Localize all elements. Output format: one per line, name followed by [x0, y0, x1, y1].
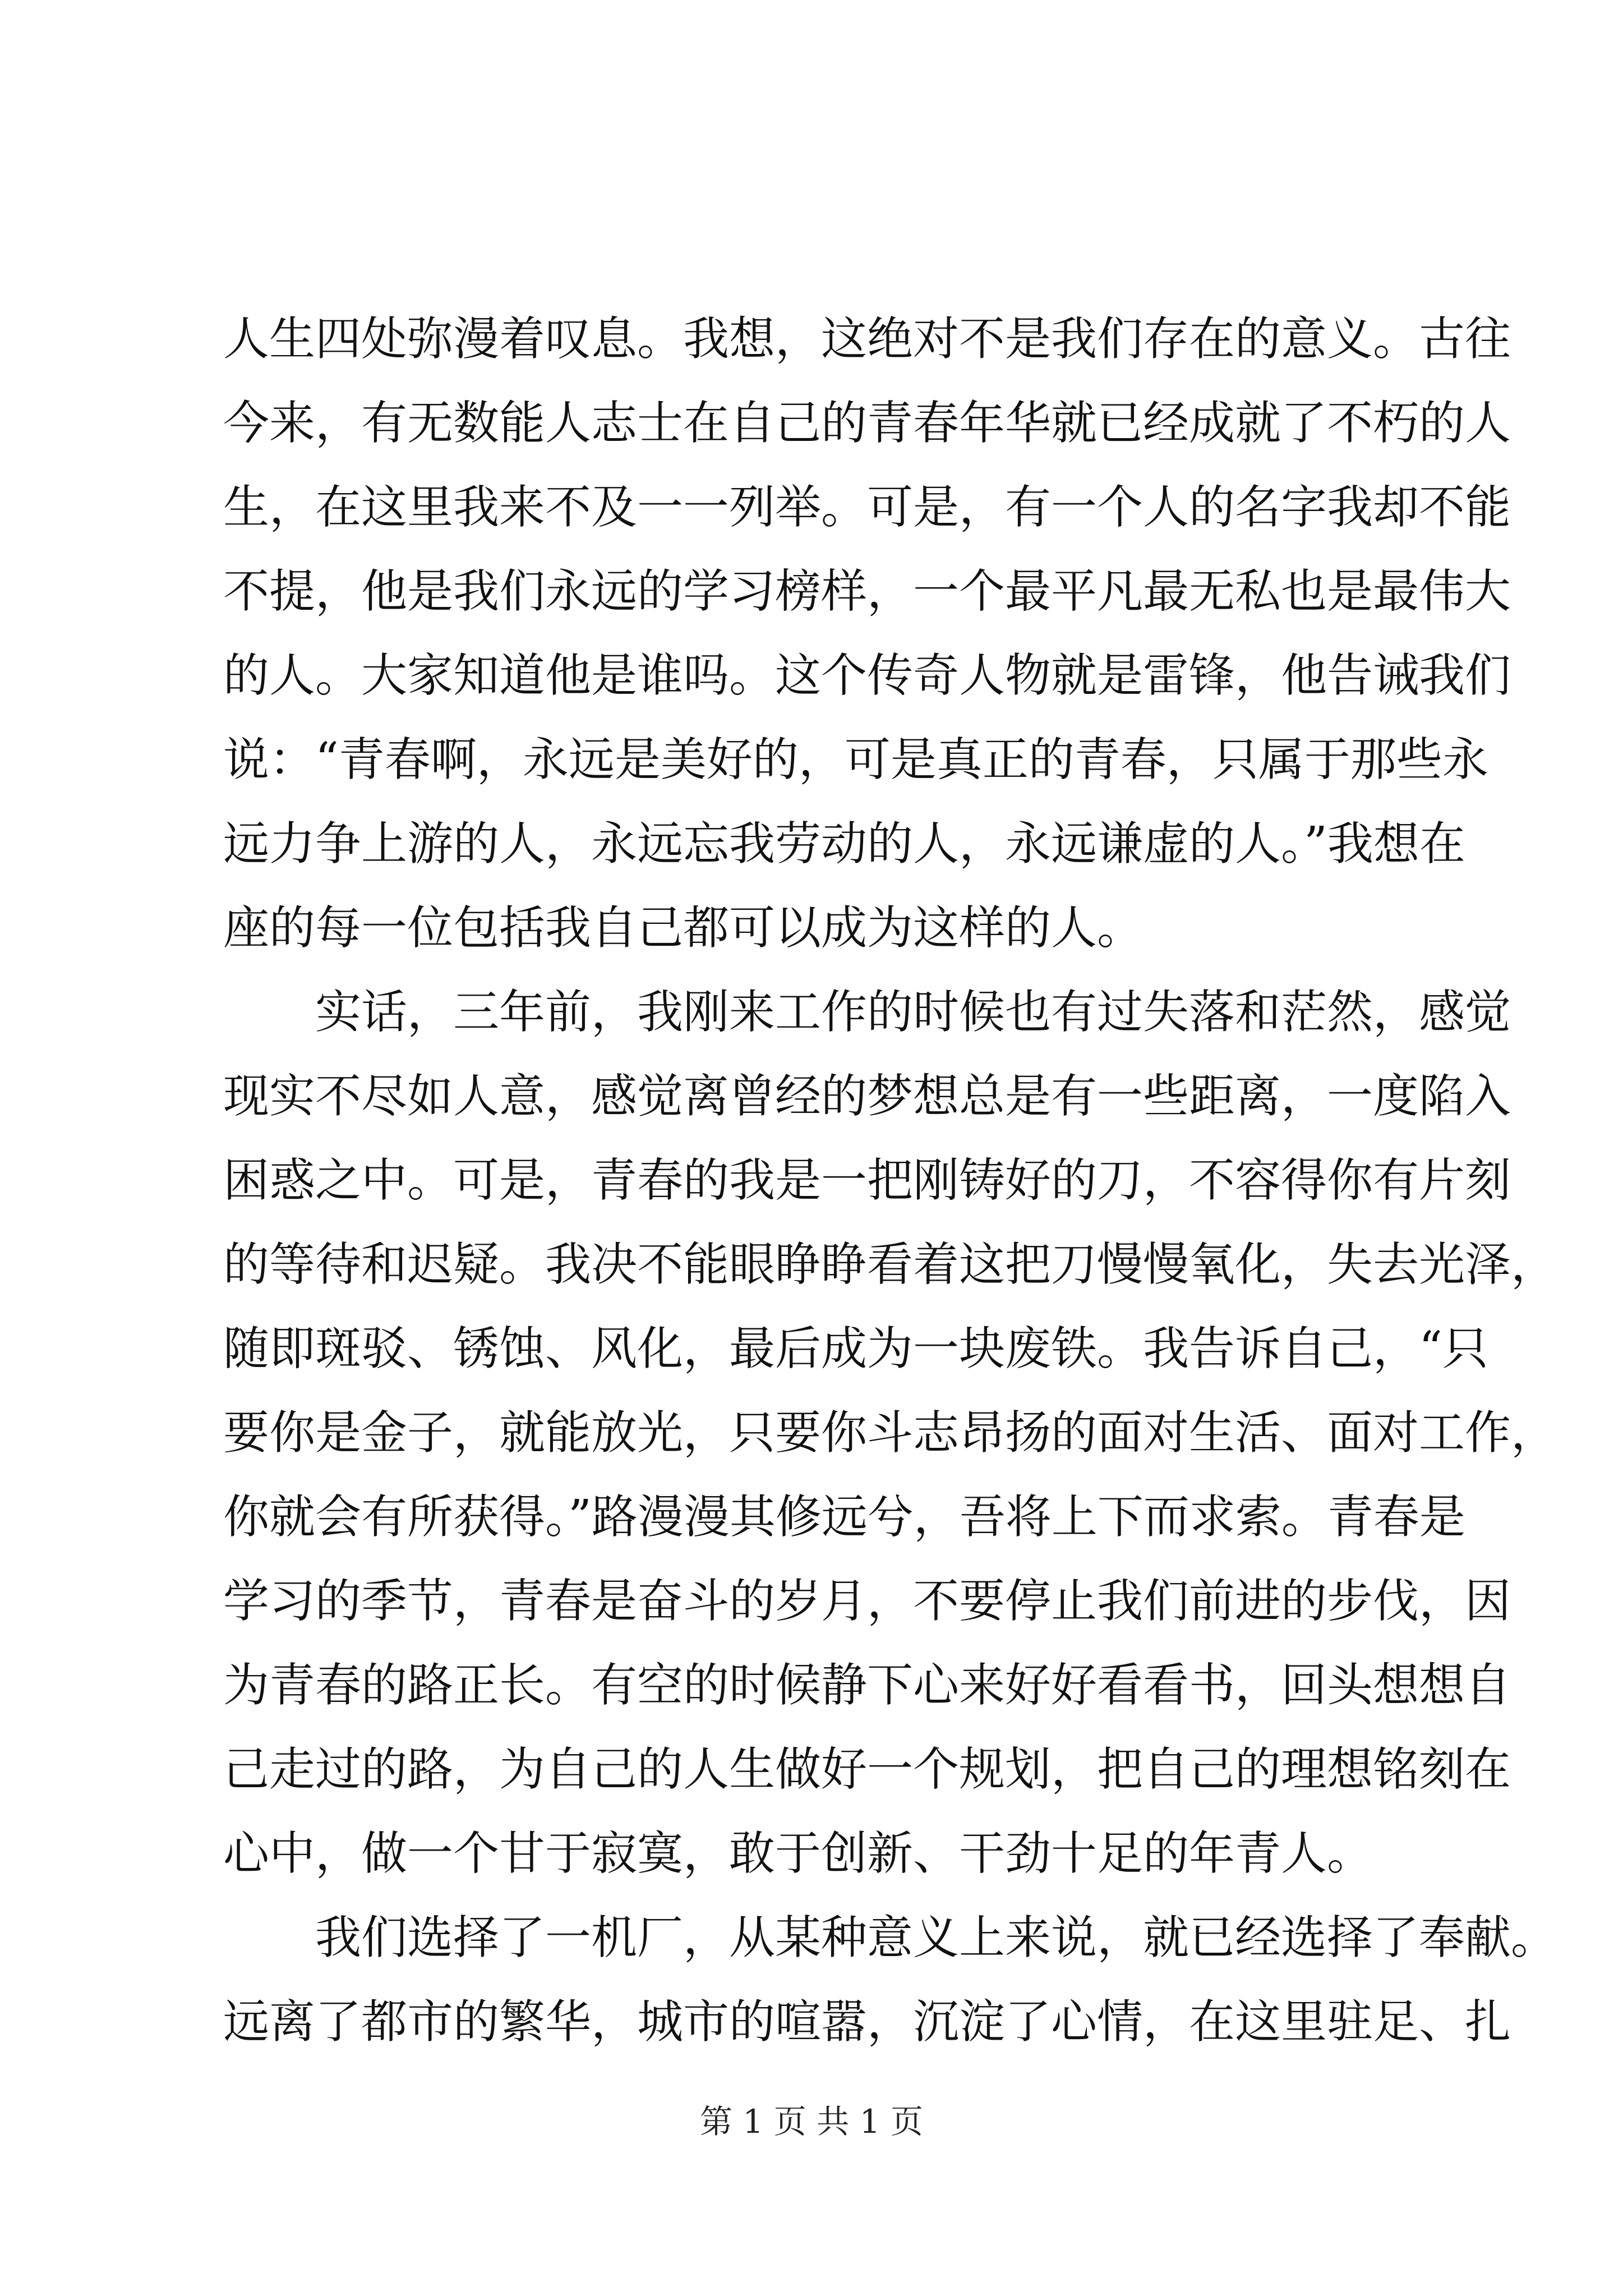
text-line: 座的每一位包括我自己都可以成为这样的人。	[223, 901, 1144, 955]
paragraph-start-line: 实话，三年前，我刚来工作的时候也有过失落和茫然，感觉	[315, 986, 1511, 1039]
text-line: 你就会有所获得。”路漫漫其修远兮，吾将上下而求索。青春是	[223, 1490, 1465, 1544]
text-line: 学习的季节，青春是奋斗的岁月，不要停止我们前进的步伐，因	[223, 1575, 1511, 1628]
text-line: 人生四处弥漫着叹息。我想，这绝对不是我们存在的意义。古往	[223, 312, 1511, 366]
text-line: 远力争上游的人，永远忘我劳动的人，永远谦虚的人。”我想在	[223, 817, 1465, 871]
text-line: 现实不尽如人意，感觉离曾经的梦想总是有一些距离，一度陷入	[223, 1070, 1511, 1123]
page-number-footer: 第 1 页 共 1 页	[700, 2102, 923, 2141]
text-line: 的人。大家知道他是谁吗。这个传奇人物就是雷锋，他告诫我们	[223, 649, 1511, 702]
text-line: 为青春的路正长。有空的时候静下心来好好看看书，回头想想自	[223, 1659, 1511, 1712]
text-line: 生，在这里我来不及一一列举。可是，有一个人的名字我却不能	[223, 481, 1511, 534]
text-line: 要你是金子，就能放光，只要你斗志昂扬的面对生活、面对工作，	[223, 1406, 1557, 1460]
text-line: 随即斑驳、锈蚀、风化，最后成为一块废铁。我告诉自己，“只	[223, 1322, 1488, 1375]
text-line: 心中，做一个甘于寂寞，敢于创新、干劲十足的年青人。	[223, 1827, 1373, 1880]
paragraph-start-line: 我们选择了一机厂，从某种意义上来说，就已经选择了奉献。	[315, 1911, 1557, 1964]
text-line: 不提，他是我们永远的学习榜样，一个最平凡最无私也是最伟大	[223, 565, 1511, 618]
text-line: 己走过的路，为自己的人生做好一个规划，把自己的理想铭刻在	[223, 1743, 1511, 1796]
text-line: 困惑之中。可是，青春的我是一把刚铸好的刀，不容得你有片刻	[223, 1154, 1511, 1207]
text-line: 的等待和迟疑。我决不能眼睁睁看着这把刀慢慢氧化，失去光泽，	[223, 1238, 1557, 1291]
text-line: 说：“青春啊，永远是美好的，可是真正的青春，只属于那些永	[223, 733, 1488, 786]
text-line: 远离了都市的繁华，城市的喧嚣，沉淀了心情，在这里驻足、扎	[223, 1995, 1511, 2049]
text-line: 今来，有无数能人志士在自己的青春年华就已经成就了不朽的人	[223, 397, 1511, 450]
